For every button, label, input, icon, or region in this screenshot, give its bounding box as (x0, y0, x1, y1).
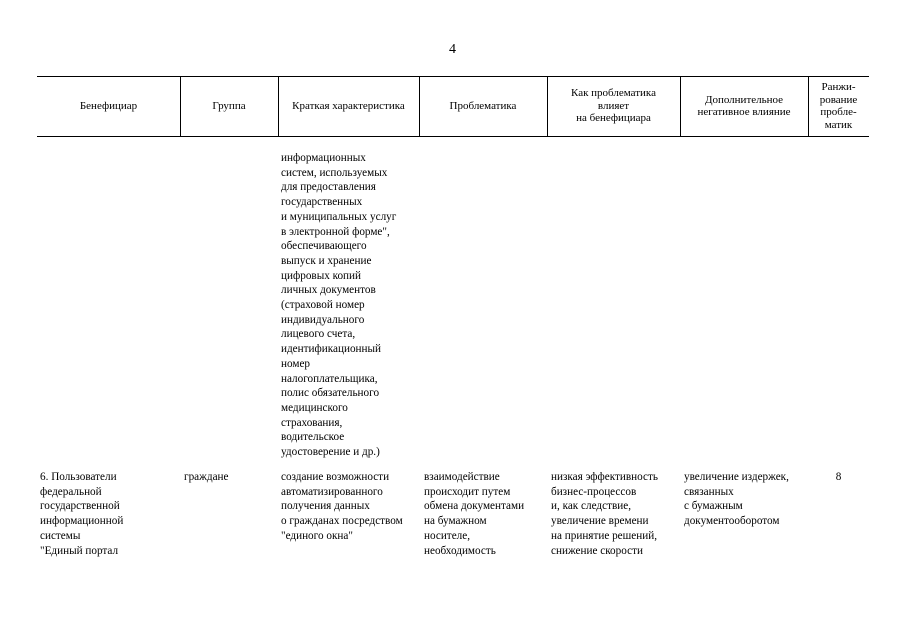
header-beneficiary: Бенефициар (79, 99, 138, 112)
header-rank: Ранжи- рование пробле- матик (819, 81, 858, 131)
row6-problem-cell: взаимодействие происходит путем обмена документами на бумажном носителе, необходимость (424, 471, 525, 557)
header-negative-impact: Дополнительное негативное влияние (697, 93, 791, 118)
row6-beneficiary-cell: 6. Пользователи федеральной государственной информационной системы "Единый портал (40, 471, 124, 557)
continuation-description-cell: информационных систем, используемых для предоставления государственных и муниципальных услуг в электронной форме", обеспечивающего выпуск и хранение цифровых копий личных документов (страховой номер индивидуального лицевого счета, идентификационный номер налогоплательщика, полис обязательного медицинского страхования, водительское удостоверение и др.) (281, 152, 397, 459)
header-description: Краткая характеристика (292, 99, 405, 112)
table-header-bottom-border (37, 136, 869, 137)
page-number: 4 (449, 42, 456, 57)
row6-negative-impact-cell: увеличение издержек, связанных с бумажным документооборотом (684, 471, 789, 528)
row6-rank-cell: 8 (835, 471, 842, 483)
header-problem: Проблематика (449, 99, 517, 112)
header-impact: Как проблематика влияет на бенефициара (571, 87, 656, 125)
header-group: Группа (212, 99, 246, 112)
row6-group-cell: граждане (184, 471, 229, 483)
row6-impact-cell: низкая эффективность бизнес-процессов и, как следствие, увеличение времени на принятие решений, снижение скорости (551, 471, 658, 557)
row6-description-cell: создание возможности автоматизированного получения данных о гражданах посредством "единого окна" (281, 471, 403, 542)
